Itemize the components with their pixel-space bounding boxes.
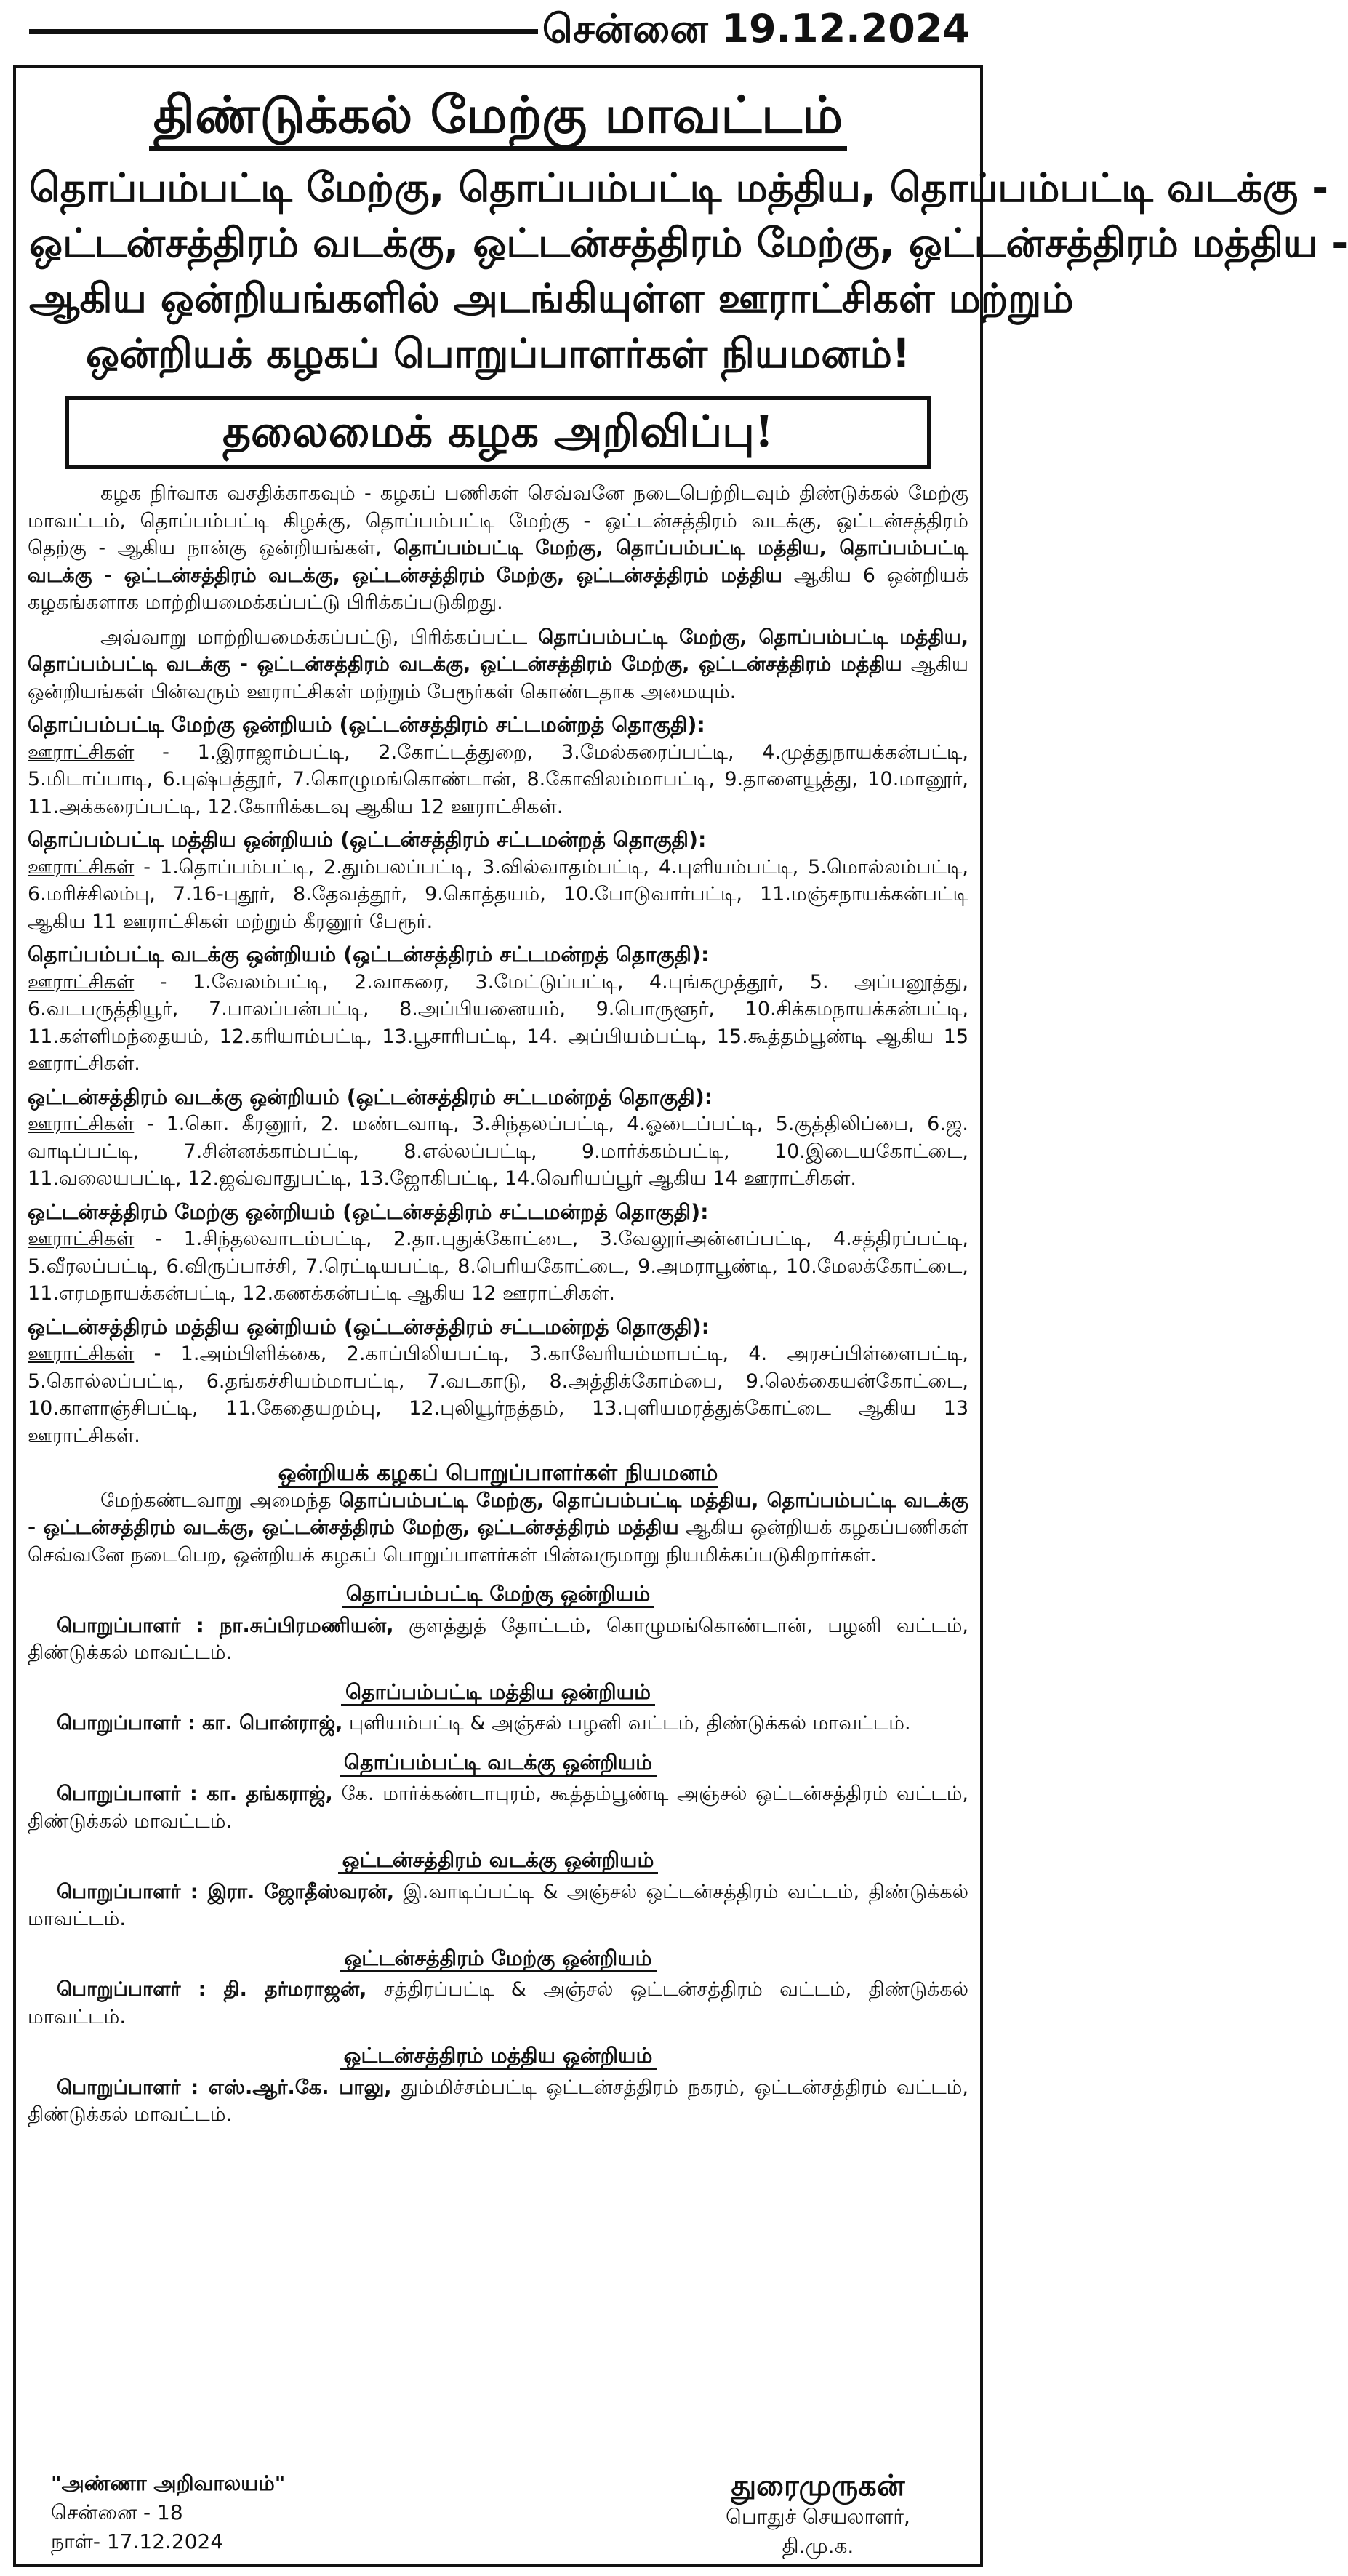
headline-line: ஒட்டன்சத்திரம் வடக்கு, ஒட்டன்சத்திரம் மேற்கு, ஒட்டன்சத்திரம் மத்திய -: [29, 220, 1348, 266]
union-section: [28, 1313, 968, 1450]
headline-line: ஆகிய ஒன்றியங்களில் அடங்கியுள்ள ஊராட்சிகள் மற்றும்: [29, 275, 1074, 321]
headline: [29, 160, 1348, 381]
responsibles-intro: மேற்கண்டவாறு அமைந்த தொப்பம்பட்டி மேற்கு, தொப்பம்பட்டி மத்திய, தொப்பம்பட்டி வடக்கு - ஒட்டன்சத்திரம் வடக்கு, ஒட்டன்சத்திரம் மேற்கு, ஒட்டன்சத்திரம் மத்திய ஆகிய ஒன்றியக் கழகப்பணிகள் செவ்வனே நடைபெற, ஒன்றியக் கழகப் பொறுப்பாளர்கள் பின்வருமாறு நியமிக்கப்படுகிறார்கள்.: [28, 1489, 968, 1567]
union-section-title: தொப்பம்பட்டி மேற்கு ஒன்றியம் (ஒட்டன்சத்திரம் சட்டமன்றத் தொகுதி):: [28, 713, 705, 737]
office-address: [51, 2469, 285, 2556]
union-section-body: ஊராட்சிகள் - 1.வேலம்பட்டி, 2.வாகரை, 3.மேட்டுப்பட்டி, 4.புங்கமுத்தூர், 5. அப்பனூத்து, 6.வடபருத்தியூர், 7.பாலப்பன்பட்டி, 8.அப்பியனையம், 9.பொருளூர், 10.சிக்கமநாயக்கன்பட்டி, 11.கள்ளிமந்தையம், 12.கரியாம்பட்டி, 13.பூசாரிபட்டி, 14. அப்பியம்பட்டி, 15.கூத்தம்பூண்டி ஆகிய 15 ஊராட்சிகள்.: [28, 970, 968, 1075]
dateline-date: சென்னை 19.12.2024: [542, 6, 970, 52]
responsible-entry: [28, 1679, 968, 1737]
headline-line: ஒன்றியக் கழகப் பொறுப்பாளர்கள் நியமனம்!: [86, 330, 910, 377]
responsible-line: பொறுப்பாளர் : தி. தர்மராஜன், சத்திரப்பட்டி & அஞ்சல் ஒட்டன்சத்திரம் வட்டம், திண்டுக்கல் மாவட்டம்.: [28, 1978, 969, 2028]
responsible-union-title: ஒட்டன்சத்திரம் வடக்கு ஒன்றியம்: [28, 1847, 968, 1874]
office-name: "அண்ணா அறிவாலயம்": [51, 2471, 286, 2495]
responsible-line: பொறுப்பாளர் : நா.சுப்பிரமணியன், குளத்துத் தோட்டம், கொழுமங்கொண்டான், பழனி வட்டம், திண்டுக்கல் மாவட்டம்.: [28, 1614, 969, 1664]
headline-line: தொப்பம்பட்டி மேற்கு, தொப்பம்பட்டி மத்திய, தொப்பம்பட்டி வடக்கு -: [29, 164, 1329, 211]
union-section-title: தொப்பம்பட்டி மத்திய ஒன்றியம் (ஒட்டன்சத்திரம் சட்டமன்றத் தொகுதி):: [28, 828, 707, 852]
responsible-union-title: ஒட்டன்சத்திரம் மேற்கு ஒன்றியம்: [28, 1945, 968, 1972]
union-section-title: ஒட்டன்சத்திரம் மேற்கு ஒன்றியம் (ஒட்டன்சத்திரம் சட்டமன்றத் தொகுதி):: [28, 1199, 709, 1224]
intro-paragraph-2: அவ்வாறு மாற்றியமைக்கப்பட்டு, பிரிக்கப்பட்ட தொப்பம்பட்டி மேற்கு, தொப்பம்பட்டி மத்திய, தொப்பம்பட்டி வடக்கு - ஒட்டன்சத்திரம் வடக்கு, ஒட்டன்சத்திரம் மேற்கு, ஒட்டன்சத்திரம் மத்திய ஆகிய ஒன்றியங்கள் பின்வரும் ஊராட்சிகள் மற்றும் பேரூர்கள் கொண்டதாக அமையும்.: [28, 625, 968, 703]
union-section-body: ஊராட்சிகள் - 1.சிந்தலவாடம்பட்டி, 2.தா.புதுக்கோட்டை, 3.வேலூர்அன்னப்பட்டி, 4.சத்திரப்பட்டி, 5.வீரலப்பட்டி, 6.விருப்பாச்சி, 7.ரெட்டியபட்டி, 8.பெரியகோட்டை, 9.அமராபூண்டி, 10.மேலக்கோட்டை, 11.எரமநாயக்கன்பட்டி, 12.கணக்கன்பட்டி ஆகிய 12 ஊராட்சிகள்.: [28, 1228, 968, 1305]
union-section: [28, 1199, 968, 1308]
notice-footer: [29, 2469, 967, 2564]
signature-block: [698, 2469, 938, 2561]
responsible-union-title: தொப்பம்பட்டி மேற்கு ஒன்றியம்: [28, 1580, 968, 1608]
intro-paragraph-1: கழக நிர்வாக வசதிக்காகவும் - கழகப் பணிகள் செவ்வனே நடைபெற்றிடவும் திண்டுக்கல் மேற்கு மாவட்டம், தொப்பம்பட்டி கிழக்கு, தொப்பம்பட்டி மேற்கு - ஒட்டன்சத்திரம் வடக்கு, ஒட்டன்சத்திரம் தெற்கு - ஆகிய நான்கு ஒன்றியங்கள், தொப்பம்பட்டி மேற்கு, தொப்பம்பட்டி மத்திய, தொப்பம்பட்டி வடக்கு - ஒட்டன்சத்திரம் வடக்கு, ஒட்டன்சத்திரம் மேற்கு, ஒட்டன்சத்திரம் மத்திய ஆகிய 6 ஒன்றியக் கழகங்களாக மாற்றியமைக்கப்பட்டு பிரிக்கப்படுகிறது.: [28, 482, 969, 614]
responsibles-heading: ஒன்றியக் கழகப் பொறுப்பாளர்கள் நியமனம்: [28, 1460, 968, 1487]
responsible-entry: [28, 1945, 968, 2031]
union-section-title: ஒட்டன்சத்திரம் வடக்கு ஒன்றியம் (ஒட்டன்சத்திரம் சட்டமன்றத் தொகுதி):: [28, 1084, 713, 1109]
responsible-union-title: ஒட்டன்சத்திரம் மத்திய ஒன்றியம்: [28, 2042, 968, 2070]
notice-date: நாள்- 17.12.2024: [51, 2529, 224, 2553]
union-section: [28, 826, 968, 935]
responsible-entry: [28, 1847, 968, 1933]
union-section-body: ஊராட்சிகள் - 1.அம்பிளிக்கை, 2.காப்பிலியபட்டி, 3.காவேரியம்மாபட்டி, 4. அரசப்பிள்ளைபட்டி, 5.கொல்லப்பட்டி, 6.தங்கச்சியம்மாபட்டி, 7.வடகாடு, 8.அத்திக்கோம்பை, 9.லெக்கையன்கோட்டை, 10.காளாஞ்சிபட்டி, 11.கேதையறம்பு, 12.புலியூர்நத்தம், 13.புளியமரத்துக்கோட்டை ஆகிய 13 ஊராட்சிகள்.: [28, 1343, 968, 1447]
union-section: [28, 711, 968, 820]
responsible-union-title: தொப்பம்பட்டி மத்திய ஒன்றியம்: [28, 1679, 968, 1706]
office-city: சென்னை - 18: [51, 2500, 183, 2524]
responsible-line: பொறுப்பாளர் : இரா. ஜோதீஸ்வரன், இ.வாடிப்பட்டி & அஞ்சல் ஒட்டன்சத்திரம் வட்டம், திண்டுக்கல் மாவட்டம்.: [28, 1880, 969, 1930]
union-section-body: ஊராட்சிகள் - 1.இராஜாம்பட்டி, 2.கோட்டத்துறை, 3.மேல்கரைப்பட்டி, 4.முத்துநாயக்கன்பட்டி, 5.மிடாப்பாடி, 6.புஷ்பத்தூர், 7.கொழுமங்கொண்டான், 8.கோவிலம்மாபட்டி, 9.தாளையூத்து, 10.மானூர், 11.அக்கரைப்பட்டி, 12.கோரிக்கடவு ஆகிய 12 ஊராட்சிகள்.: [28, 740, 968, 818]
announcement-banner: தலைமைக் கழக அறிவிப்பு!: [65, 396, 931, 469]
union-section-body: ஊராட்சிகள் - 1.கொ. கீரனூர், 2. மண்டவாடி, 3.சிந்தலப்பட்டி, 4.ஓடைப்பட்டி, 5.குத்திலிப்பை, 6.ஜ. வாடிப்பட்டி, 7.சின்னக்காம்பட்டி, 8.எல்லப்பட்டி, 9.மார்க்கம்பட்டி, 10.இடையகோட்டை, 11.வலையபட்டி, 12.ஜவ்வாதுபட்டி, 13.ஜோகிபட்டி, 14.வெரியப்பூர் ஆகிய 14 ஊராட்சிகள்.: [28, 1113, 968, 1190]
dateline-rule: [29, 29, 538, 34]
union-section: [28, 941, 968, 1078]
union-section-body: ஊராட்சிகள் - 1.தொப்பம்பட்டி, 2.தும்பலப்பட்டி, 3.வில்வாதம்பட்டி, 4.புளியம்பட்டி, 5.மொல்லம்பட்டி, 6.மரிச்சிலம்பு, 7.16-புதூர், 8.தேவத்தூர், 9.கொத்தயம், 10.போடுவார்பட்டி, 11.மஞ்சநாயக்கன்பட்டி ஆகிய 11 ஊராட்சிகள் மற்றும் கீரனூர் பேரூர்.: [28, 855, 968, 933]
union-section: [28, 1084, 968, 1193]
responsible-entry: [28, 2042, 968, 2129]
notice-body: [28, 480, 968, 2129]
district-title: திண்டுக்கல் மேற்கு மாவட்டம்: [0, 84, 996, 151]
union-section-title: ஒட்டன்சத்திரம் மத்திய ஒன்றியம் (ஒட்டன்சத்திரம் சட்டமன்றத் தொகுதி):: [28, 1314, 710, 1339]
responsible-line: பொறுப்பாளர் : கா. தங்கராஜ், கே. மார்க்கண்டாபுரம், கூத்தம்பூண்டி அஞ்சல் ஒட்டன்சத்திரம் வட்டம், திண்டுக்கல் மாவட்டம்.: [28, 1783, 969, 1833]
responsible-entry: [28, 1580, 968, 1667]
party-name: தி.மு.க.: [782, 2534, 854, 2558]
union-section-title: தொப்பம்பட்டி வடக்கு ஒன்றியம் (ஒட்டன்சத்திரம் சட்டமன்றத் தொகுதி):: [28, 943, 710, 967]
signatory-designation: பொதுச் செயலாளர்,: [726, 2505, 910, 2529]
signatory-name: துரைமுருகன்: [731, 2469, 905, 2503]
responsible-entry: [28, 1749, 968, 1836]
responsible-union-title: தொப்பம்பட்டி வடக்கு ஒன்றியம்: [28, 1749, 968, 1777]
responsible-line: பொறுப்பாளர் : எஸ்.ஆர்.கே. பாலு, தும்மிச்சம்பட்டி ஒட்டன்சத்திரம் நகரம், ஒட்டன்சத்திரம் வட்டம், திண்டுக்கல் மாவட்டம்.: [28, 2076, 968, 2126]
responsible-line: பொறுப்பாளர் : கா. பொன்ராஜ், புளியம்பட்டி & அஞ்சல் பழனி வட்டம், திண்டுக்கல் மாவட்டம்.: [57, 1712, 911, 1735]
dateline: [0, 0, 996, 63]
